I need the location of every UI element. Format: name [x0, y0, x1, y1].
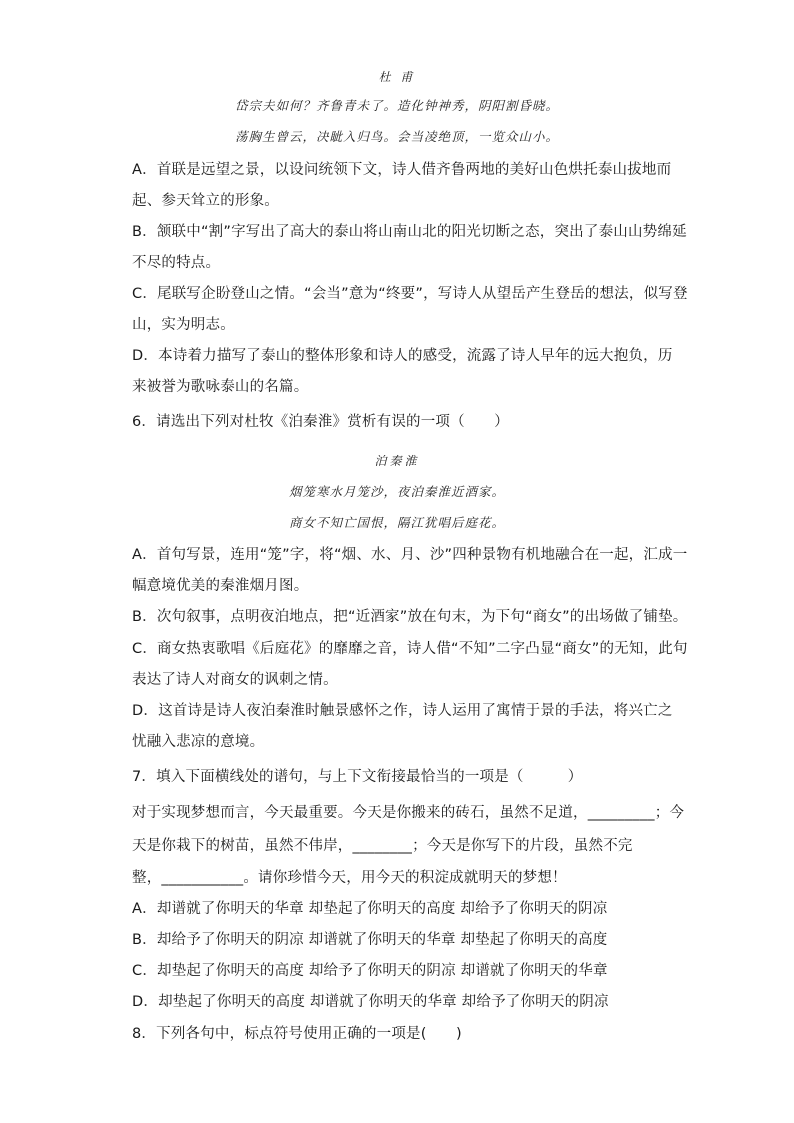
option-b: B．次句叙事，点明夜泊地点，把“近酒家”放在句末，为下句“商女”的出场做了铺垫。 — [132, 609, 688, 625]
option-a: A．却谱就了你明天的华章 却垫起了你明天的高度 却给予了你明天的阴凉 — [132, 901, 608, 917]
poem-line: 岱宗夫如何？齐鲁青未了。造化钟神秀，阴阳割昏晓。 — [234, 98, 559, 113]
option-c-continued: 山，实为明志。 — [132, 317, 235, 333]
option-a-continued: 起、参天耸立的形象。 — [132, 193, 279, 209]
option-c: C．却垫起了你明天的高度 却给予了你明天的阴凉 却谱就了你明天的华章 — [132, 963, 608, 979]
passage-text: 整，___________。请你珍惜今天，用今天的积淀成就明天的梦想！ — [132, 870, 567, 886]
question-stem: 6．请选出下列对杜牧《泊秦淮》赏析有误的一项（ ） — [132, 414, 509, 430]
passage-text: 天是你栽下的树苗，虽然不伟岸，________；今天是你写下的片段，虽然不完 — [132, 838, 633, 854]
option-a-continued: 幅意境优美的秦淮烟月图。 — [132, 578, 309, 594]
poem-title: 泊秦淮 — [374, 454, 420, 468]
option-d: D．却垫起了你明天的高度 却谱就了你明天的华章 却给予了你明天的阴凉 — [132, 994, 609, 1010]
option-b: B．颔联中“割”字写出了高大的泰山将山南山北的阳光切断之态，突出了泰山山势绵延 — [132, 224, 687, 240]
option-d: D．这首诗是诗人夜泊秦淮时触景感怀之作，诗人运用了寓情于景的手法，将兴亡之 — [132, 703, 673, 719]
poem-line: 烟笼寒水月笼沙，夜泊秦淮近酒家。 — [288, 484, 505, 499]
option-c: C．商女热衷歌唱《后庭花》的靡靡之音，诗人借“不知”二字凸显“商女”的无知，此句 — [132, 641, 688, 657]
poem-line: 荡胸生曾云，决眦入归鸟。会当凌绝顶，一览众山小。 — [234, 129, 559, 144]
option-d: D．本诗着力描写了泰山的整体形象和诗人的感受，流露了诗人早年的远大抱负，历 — [132, 348, 673, 364]
poem-line: 商女不知亡国恨，隔江犹唱后庭花。 — [288, 515, 505, 530]
option-b: B．却给予了你明天的阴凉 却谱就了你明天的华章 却垫起了你明天的高度 — [132, 932, 608, 948]
option-d-continued: 来被誉为歌咏泰山的名篇。 — [132, 379, 309, 395]
option-a: A．首句写景，连用“笼”字，将“烟、水、月、沙”四种景物有机地融合在一起，汇成一 — [132, 547, 688, 563]
option-c-continued: 表达了诗人对商女的讽刺之情。 — [132, 672, 338, 688]
option-b-continued: 不尽的特点。 — [132, 255, 221, 271]
question-stem: 8．下列各句中，标点符号使用正确的一项是( ) — [132, 1026, 462, 1042]
option-c: C．尾联写企盼登山之情。“会当”意为“终要”，写诗人从望岳产生登岳的想法，似写登 — [132, 286, 688, 302]
question-stem: 7．填入下面横线处的谱句，与上下文衔接最恰当的一项是（ ） — [132, 769, 583, 785]
poem-author: 杜 甫 — [378, 70, 416, 84]
passage-text: 对于实现梦想而言，今天最重要。今天是你搬来的砖石，虽然不足道，_________；今 — [132, 805, 685, 821]
option-d-continued: 忧融入悲凉的意境。 — [132, 734, 265, 750]
option-a: A．首联是远望之景，以设问统领下文，诗人借齐鲁两地的美好山色烘托泰山拔地而 — [132, 162, 672, 178]
